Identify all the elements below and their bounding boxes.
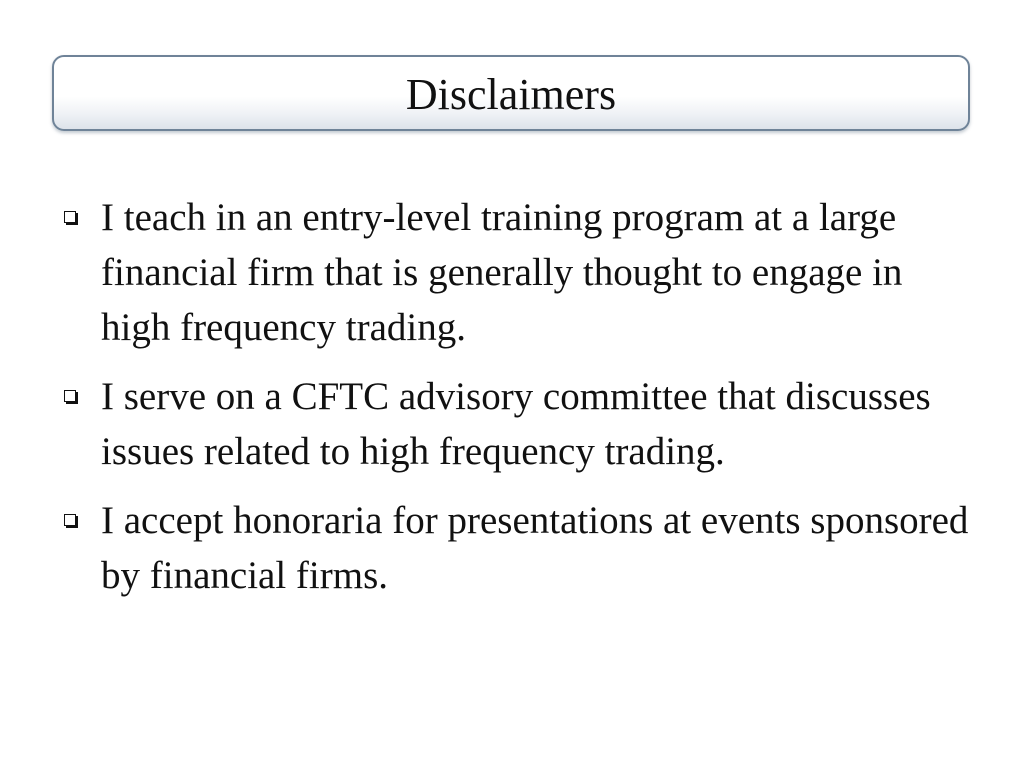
square-bullet-icon [64,211,76,223]
title-box [52,55,970,131]
bullet-text: I serve on a CFTC advisory committee that discusses issues related to high frequency trading. [101,375,931,473]
square-bullet-icon [64,514,76,526]
list-item [64,369,974,479]
bullet-text: I accept honoraria for presentations at events sponsored by financial firms. [101,499,969,597]
bullet-text: I teach in an entry-level training program at a large financial firm that is generally thought to engage in high frequency trading. [101,196,903,349]
slide-title: Disclaimers [405,70,617,119]
list-item [64,493,974,603]
bullet-list [64,190,974,617]
square-bullet-icon [64,390,76,402]
list-item [64,190,974,355]
